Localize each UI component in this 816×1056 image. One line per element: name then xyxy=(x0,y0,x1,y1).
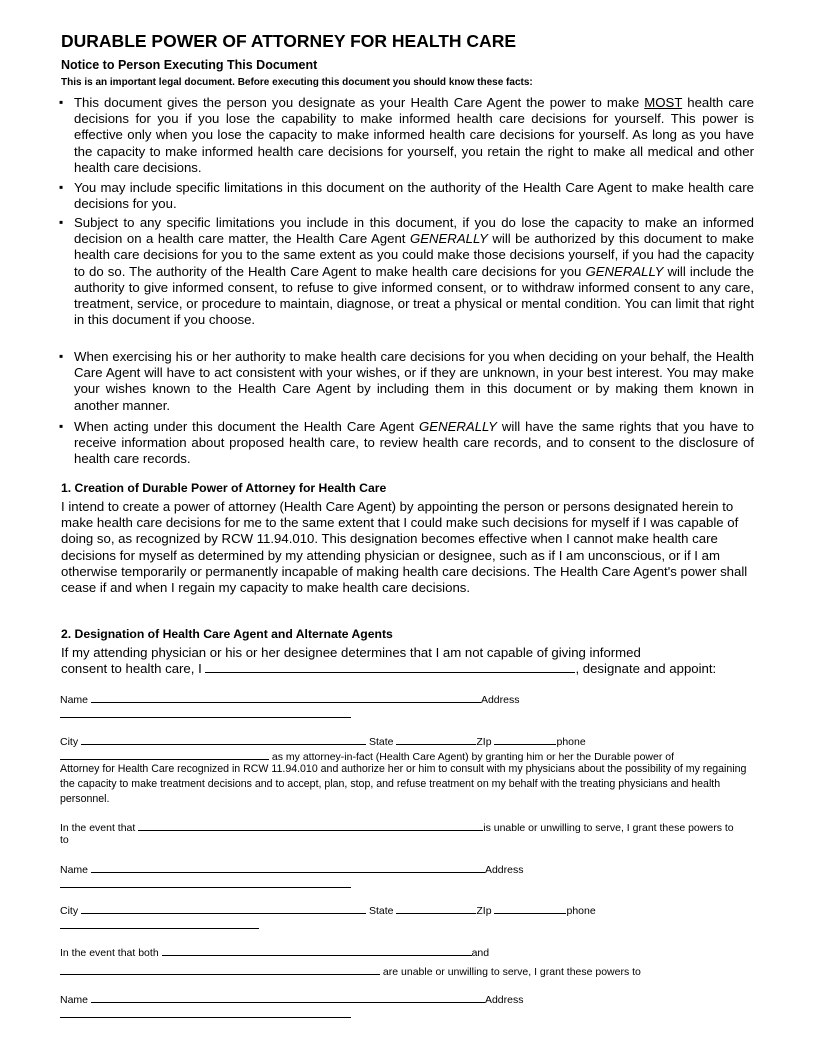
agent1-phone-field[interactable] xyxy=(60,748,269,760)
agent1-repeat-name-field[interactable] xyxy=(138,819,483,831)
notice-bullet-4: ▪ When exercising his or her authority to make health care decisions for you when deciding on your behalf, the Health Care Agent will have to act consistent with your wishes, or if they are unknown, in your best interest. You may make your wishes known to the Health Care Agent by including them in this document or by making them known in another manner. xyxy=(74,349,754,414)
alternate1-event-row: In the event that is unable or unwilling to serve, I grant these powers to xyxy=(60,819,734,834)
agent3-name-field[interactable] xyxy=(91,991,485,1003)
section-2-body-line1: If my attending physician or his or her designee determines that I am not capable of giving informed xyxy=(61,645,641,660)
agent1-city-field[interactable] xyxy=(81,733,366,745)
notice-bullet-2: ▪ You may include specific limitations in this document on the authority of the Health Care Agent to make health care decisions for you. xyxy=(74,180,754,212)
agent1-zip-field[interactable] xyxy=(494,733,556,745)
section-1-body: I intend to create a power of attorney (Health Care Agent) by appointing the person or persons designated herein to make health care decisions for me to the same extent that I could make such decisions for myself if I was capable of doing so, as recognized by RCW 11.94.010. This designation becomes effective when I cannot make health care decisions for myself as determined by my attending physician or designee, such as if I am unconscious, or if I am otherwise temporarily or permanently incapable of making health care decisions. The Health Care Agent's power shall cease if and when I regain my capacity to make health care decisions. xyxy=(61,499,748,596)
agent2-address-field[interactable] xyxy=(60,876,351,888)
notice-heading: Notice to Person Executing This Document xyxy=(61,58,318,72)
agent2-name-row: Name Address xyxy=(60,861,523,876)
agent1-name-field[interactable] xyxy=(91,691,481,703)
agent3-name-row: Name Address xyxy=(60,991,523,1006)
agent2-city-row: City State ZIp phone xyxy=(60,902,596,917)
principal-name-field[interactable] xyxy=(205,661,575,673)
document-title: DURABLE POWER OF ATTORNEY FOR HEALTH CARE xyxy=(61,31,516,51)
agent1-both-name-field[interactable] xyxy=(162,944,472,956)
attorney-authority-text: Attorney for Health Care recognized in RCW 11.94.010 and authorize her or him to consult with my physicians about the possibility of my regaining the capacity to make treatment decisions and to accept, plan, stop, and refuse treatment on my behalf with the treating physicians and health personnel. xyxy=(60,763,747,805)
agent1-city-row: City State ZIp phone xyxy=(60,733,586,748)
agent3-address-field[interactable] xyxy=(60,1006,351,1018)
section-1-heading: 1. Creation of Durable Power of Attorney for Health Care xyxy=(61,481,387,495)
alternate1-event-to: to xyxy=(60,834,69,846)
agent2-phone-field[interactable] xyxy=(60,917,259,929)
notice-intro: This is an important legal document. Before executing this document you should know these facts: xyxy=(61,77,533,88)
agent1-address-field[interactable] xyxy=(60,706,351,718)
agent1-attorney-row: as my attorney-in-fact (Health Care Agent) by granting him or her the Durable power of xyxy=(60,748,674,763)
alternate2-event-row2: are unable or unwilling to serve, I grant these powers to xyxy=(60,963,641,978)
agent2-state-field[interactable] xyxy=(396,902,476,914)
notice-bullet-3: ▪ Subject to any specific limitations you include in this document, if you do lose the capacity to make an informed decision on a health care matter, the Health Care Agent GENERALLY will be authorized by this document to make health care decisions for you to the same extent as you could make those decisions yourself, if you had the capacity to do so. The authority of the Health Care Agent to make health care decisions for you GENERALLY will include the authority to give informed consent, to refuse to give informed consent, or to withdraw informed consent to any care, treatment, service, or procedure to maintain, diagnose, or treat a physical or mental condition. You can limit that right in this document if you choose. xyxy=(74,215,754,328)
alternate2-event-row: In the event that both and xyxy=(60,944,489,959)
notice-bullet-5: ▪ When acting under this document the Health Care Agent GENERALLY will have the same rights that you have to receive information about proposed health care, to review health care records, and to consent to the disclosure of health care records. xyxy=(74,419,754,468)
section-2-heading: 2. Designation of Health Care Agent and Alternate Agents xyxy=(61,627,393,641)
agent2-city-field[interactable] xyxy=(81,902,366,914)
agent2-name-field[interactable] xyxy=(91,861,485,873)
agent2-zip-field[interactable] xyxy=(494,902,566,914)
section-2-body-line2: consent to health care, I , designate and appoint: xyxy=(61,661,717,676)
agent1-state-field[interactable] xyxy=(396,733,476,745)
agent1-name-row: Name Address xyxy=(60,691,519,706)
agent2-both-name-field[interactable] xyxy=(60,963,380,975)
notice-bullet-1: ▪ This document gives the person you designate as your Health Care Agent the power to make MOST health care decisions for you if you lose the capability to make informed health care decisions for yourself. This power is effective only when you lose the capacity to make informed health care decisions for yourself. As long as you have the capacity to make informed health care decisions for yourself, you retain the right to make all medical and other health care decisions. xyxy=(74,95,754,176)
